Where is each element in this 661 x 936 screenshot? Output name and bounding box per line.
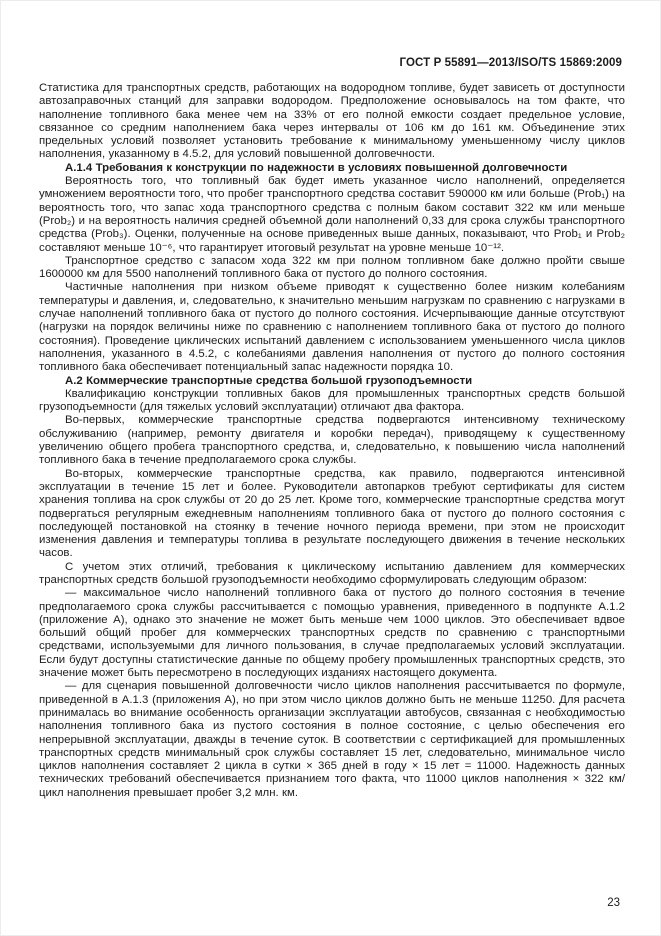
section-heading: А.1.4 Требования к конструкции по надежности в условиях повышенной долговечности	[65, 161, 568, 174]
paragraph: Квалификацию конструкции топливных баков для промышленных транспортных средств большой грузоподъемности (для тяжелых условий эксплуатации) отличают два фактора.	[39, 387, 625, 414]
document-header-standard-number: ГОСТ Р 55891—2013/ISO/TS 15869:2009	[399, 57, 622, 69]
paragraph: Вероятность того, что топливный бак будет иметь указанное число наполнений, определяется умножением вероятности того, что пробег транспортного средства составит 590000 км или больше (Prob₁) на вероятность того, что запас хода транспортного средства с полным баком составит 322 км или меньше (Prob₂) и на вероятность наличия средней объемной доли наполнений 0,33 для срока службы транспортного средства (Prob₃). Оценки, полученные на основе приведенных выше данных, показывают, что Prob₁ и Prob₂ составляют меньше 10⁻⁶, что гарантирует итоговый результат на уровне меньше 10⁻¹².	[39, 175, 625, 254]
paragraph: Во-первых, коммерческие транспортные средства подвергаются интенсивному техническому обслуживанию (например, ремонту двигателя и коробки передач), приводящему к существенному увеличению общего пробега транспортного средства, и, следовательно, к повышению числа наполнений топливного бака в течение предполагаемого срока службы.	[39, 414, 625, 467]
page-number: 23	[607, 897, 620, 909]
section-heading: А.2 Коммерческие транспортные средства большой грузоподъемности	[65, 374, 473, 387]
paragraph: Частичные наполнения при низком объеме приводят к существенно более низким колебаниям температуры и давления, и, следовательно, к значительно меньшим нагрузкам по сравнению с нагрузками в случае наполнений топливного бака от пустого до полного состояния. Исчерпывающие данные отсутствуют (нагрузки на порядок величины ниже по сравнению с наполнением топливного бака от пустого до полного состояния). Проведение циклических испытаний давлением с использованием уменьшенного числа циклов наполнения, указанного в 4.5.2, с колебаниями давления наполнения от пустого до полного состояния топливного бака обеспечивает потенциальный запас надежности порядка 10.	[39, 281, 625, 374]
paragraph: — для сценария повышенной долговечности число циклов наполнения рассчитывается по формуле, приведенной в А.1.3 (приложения А), но при этом число циклов должно быть не меньше 11250. Для расчета принималась во внимание особенность организации эксплуатации автобусов, связанная с необходимостью наполнения топливного бака из пустого состояния в полное состояние, с целью обеспечения его непрерывной эксплуатации, дважды в течение суток. В соответствии с сертификацией для промышленных транспортных средств минимальный срок службы составляет 15 лет, следовательно, минимальное число циклов наполнения составляет 2 цикла в сутки × 365 дней в году × 15 лет = 11000. Надежность данных технических требований обеспечивается признанием того факта, что 11000 циклов наполнения × 322 км/цикл наполнения превышает пробег 3,2 млн. км.	[39, 680, 625, 799]
paragraph: Статистика для транспортных средств, работающих на водородном топливе, будет зависеть от доступности автозаправочных станций для заправки водородом. Предположение основывалось на том факте, что наполнение топливного бака менее чем на 33% от его полной емкости создает предельное условие, связанное со средним наполнением бака через интервалы от 106 км до 161 км. Объединение этих предельных условий позволяет установить требование к минимальному уменьшенному числу циклов наполнения, указанному в 4.5.2, для условий повышенной долговечности.	[39, 82, 625, 161]
paragraph: Транспортное средство с запасом хода 322 км при полном топливном баке должно пройти свыше 1600000 км для 5500 наполнений топливного бака от пустого до полного состояния.	[39, 254, 625, 281]
document-body	[39, 82, 625, 800]
paragraph: С учетом этих отличий, требования к циклическому испытанию давлением для коммерческих транспортных средств большой грузоподъемности необходимо сформулировать следующим образом:	[39, 560, 625, 586]
paragraph: — максимальное число наполнений топливного бака от пустого до полного состояния в течение предполагаемого срока службы рассчитывается с помощью уравнения, приведенного в подпункте А.1.2 (приложение А), однако это значение не может быть меньше чем 1000 циклов. Это обеспечивает вдвое больший общий пробег для коммерческих транспортных средств по сравнению с транспортными средствами, используемыми для личного пользования, в случае предполагаемых условий эксплуатации. Если будут доступны статистические данные по общему пробегу промышленных транспортных средств, это значение может быть пересмотрено в последующих изданиях настоящего документа.	[39, 587, 625, 680]
paragraph: Во-вторых, коммерческие транспортные средства, как правило, подвергаются интенсивной эксплуатации в течение 15 лет и более. Руководители автопарков требуют сертификаты для систем хранения топлива на срок службы от 20 до 25 лет. Кроме того, коммерческие транспортные средства могут подвергаться регулярным ежедневным наполнениям топливного бака от пустого до полного состояния с последующей постановкой на стоянку в течение ночного периода времени, при этом не происходит изменения давления и температуры топлива в результате последующего движения в течение нескольких часов.	[39, 467, 625, 560]
